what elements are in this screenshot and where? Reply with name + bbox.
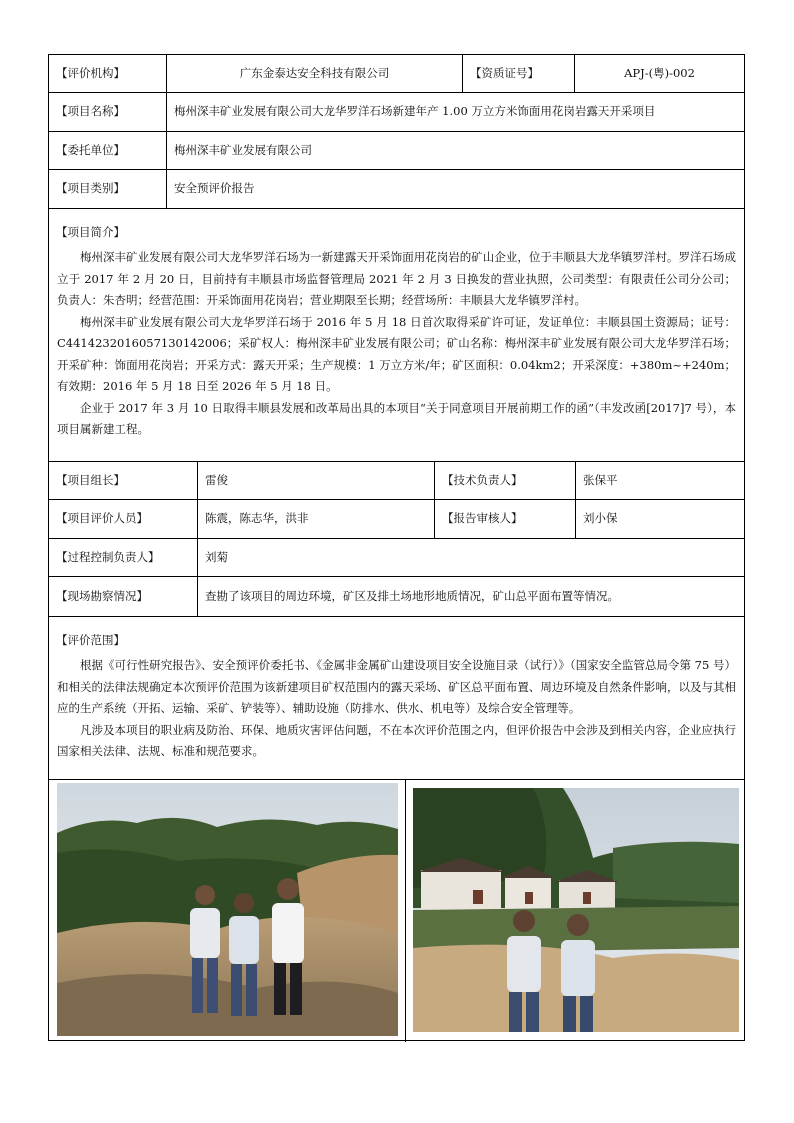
project-name-label: 【项目名称】 — [49, 93, 167, 131]
intro-paragraph-1: 梅州深丰矿业发展有限公司大龙华罗洋石场为一新建露天开采饰面用花岗岩的矿山企业，位于丰顺县大龙华镇罗洋村。罗洋石场成立于 2017 年 2 月 20 日，目前持有丰顺县市场监督管理局 2021 年 2 月 3 日换发的营业执照，公司类型：有限责任公司分公司；负责人：朱杏明；经营范围：开采饰面用花岗岩；营业期限至长期；经营场所：丰顺县大龙华镇罗洋村。 — [57, 250, 736, 308]
reviewer-value: 刘小保 — [583, 511, 618, 526]
project-intro — [49, 209, 744, 462]
scope-paragraph-2: 凡涉及本项目的职业病及防治、环保、地质灾害评估问题，不在本次评价范围之内，但评价报告中会涉及到相关内容，企业应执行国家相关法律、法规、标准和规范要求。 — [57, 722, 736, 759]
category-label: 【项目类别】 — [49, 170, 167, 208]
tech-value: 张保平 — [583, 472, 618, 487]
info-table — [48, 54, 745, 1041]
client-row — [49, 132, 744, 170]
photo-divider — [405, 780, 406, 1042]
leader-value: 雷俊 — [198, 462, 435, 499]
site-photo-village — [413, 788, 739, 1032]
org-label: 【评价机构】 — [49, 55, 167, 92]
scope-paragraph-1: 根据《可行性研究报告》、安全预评价委托书、《金属非金属矿山建设项目安全设施目录（试行）》（国家安全监管总局令第 75 号）和相关的法律法规确定本次预评价范围为该新建项目矿权范围内的露天采场、矿区总平面布置、周边环境及自然条件影响，以及与其相应的生产系统（开拓、运输、采矿、铲装等）、辅助设施（防排水、供水、机电等）及综合安全管理等。 — [57, 658, 736, 716]
process-label: 【过程控制负责人】 — [49, 539, 198, 576]
survey-row — [49, 577, 744, 617]
org-value: 广东金泰达安全科技有限公司 — [167, 55, 463, 92]
leader-row — [49, 462, 744, 500]
client-value: 梅州深丰矿业发展有限公司 — [174, 142, 312, 157]
members-value: 陈震，陈志华，洪非 — [198, 500, 435, 538]
survey-value: 查勘了该项目的周边环境，矿区及排土场地形地质情况，矿山总平面布置等情况。 — [205, 588, 619, 603]
org-row — [49, 55, 744, 93]
intro-heading: 【项目简介】 — [56, 225, 125, 239]
intro-paragraph-3: 企业于 2017 年 3 月 10 日取得丰顺县发展和改革局出具的本项目“关于同意项目开展前期工作的函”（丰发改函[2017]7 号），本项目属新建工程。 — [57, 400, 736, 437]
category-value: 安全预评价报告 — [174, 181, 255, 196]
reviewer-label: 【报告审核人】 — [435, 500, 576, 538]
site-photo-quarry — [57, 783, 398, 1036]
process-row — [49, 539, 744, 577]
intro-paragraph-2: 梅州深丰矿业发展有限公司大龙华罗洋石场于 2016 年 5 月 18 日首次取得采矿许可证，发证单位：丰顺县国土资源局；证号：C4414232016057130142006；采矿权人：梅州深丰矿业发展有限公司；矿山名称：梅州深丰矿业发展有限公司大龙华罗洋石场；开采矿种：饰面用花岗岩；开采方式：露天开采；生产规模：1 万立方米/年；矿区面积：0.04km2；开采深度：+380m~+240m；有效期：2016 年 5 月 18 日至 2026 年 5 月 18 日。 — [57, 314, 736, 394]
members-row — [49, 500, 744, 539]
project-name-value: 梅州深丰矿业发展有限公司大龙华罗洋石场新建年产 1.00 万立方米饰面用花岗岩露天开采项目 — [174, 104, 656, 119]
survey-label: 【现场勘察情况】 — [49, 577, 198, 616]
cert-value: APJ-(粤)-002 — [624, 65, 695, 80]
members-label: 【项目评价人员】 — [49, 500, 198, 538]
cert-label: 【资质证号】 — [463, 55, 575, 92]
scope-heading: 【评价范围】 — [56, 633, 125, 647]
category-row — [49, 170, 744, 209]
evaluation-scope — [49, 617, 744, 780]
leader-label: 【项目组长】 — [49, 462, 198, 499]
tech-label: 【技术负责人】 — [435, 462, 576, 499]
client-label: 【委托单位】 — [49, 132, 167, 169]
project-name-row — [49, 93, 744, 132]
process-value: 刘菊 — [205, 549, 228, 564]
